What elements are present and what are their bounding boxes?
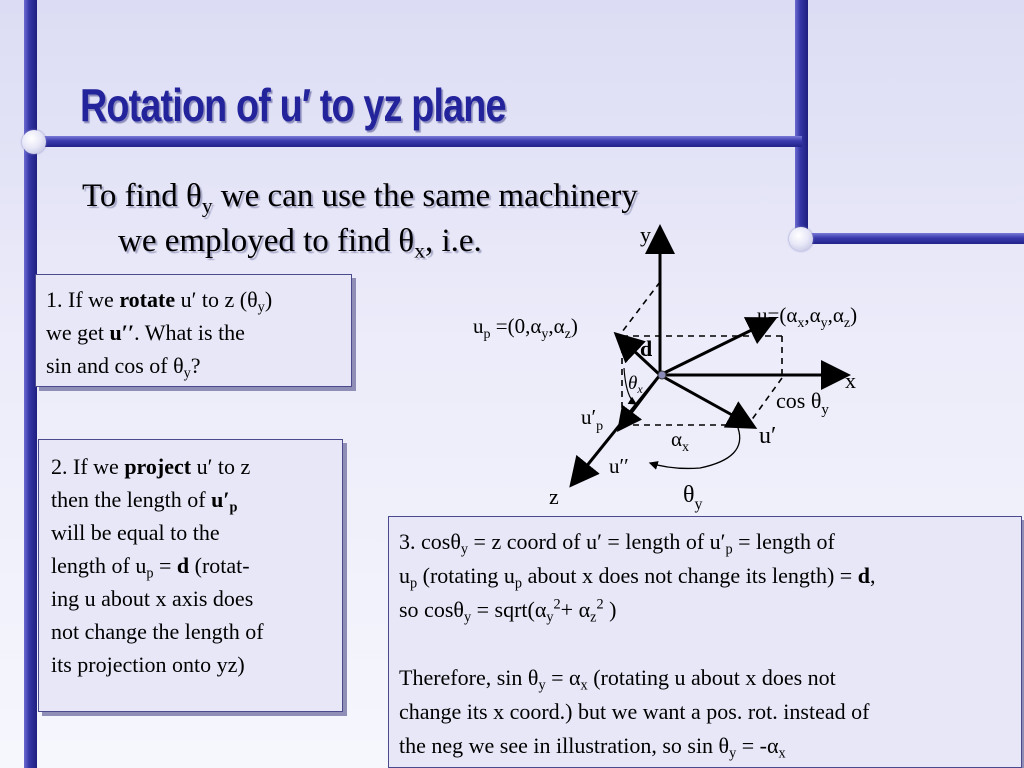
lead-line-2: we employed to find $\theta_x$, i.e. xyxy=(118,223,482,263)
label-d: d xyxy=(640,336,653,361)
label-u-prime: u′ xyxy=(759,423,777,449)
box3-paragraph-2: Therefore, $\sin \theta_y = \alpha_x$ (rotating u about x does not change its x coord.) but we want a pos. rot. instead of the neg we see in illustration, so $\sin \theta_y = -\alpha_x$ xyxy=(399,665,870,762)
label-theta-y: $\theta_y$ xyxy=(683,482,703,513)
vector-u-prime xyxy=(660,375,752,426)
origin-point xyxy=(658,371,666,379)
label-up: $u_p =(0,\alpha_y,\alpha_z)$ xyxy=(473,314,578,342)
frame-right-bar xyxy=(795,0,808,238)
label-theta-x: $\theta_x$ xyxy=(628,373,643,396)
note-box-1: 1. If we rotate u′ to z $(\theta_y)$ we get u′′. What is the sin and cos of $\theta_y$? xyxy=(35,274,352,387)
vector-u xyxy=(660,320,772,375)
label-axis-z: z xyxy=(549,484,559,509)
box3-paragraph-1: 3. cosθ$_y$ = z coord of u′ = length of $u'_p$ = length of $u_p$ (rotating $u_p$ about x does not change its length) = d, so $\cos\theta_y = sqrt(\alpha_y^2+ \alpha_z^2$ ) xyxy=(399,529,876,626)
frame-knob-left xyxy=(22,130,46,154)
theta-y-arc xyxy=(650,428,740,468)
label-u: $u=(\alpha_x,\alpha_y,\alpha_z)$ xyxy=(757,303,858,331)
label-alpha-x: $\alpha_x$ xyxy=(671,427,690,455)
rotation-diagram xyxy=(460,220,920,520)
label-axis-x: x xyxy=(845,368,856,393)
label-cos-theta-y: $\cos \theta_y$ xyxy=(776,388,829,418)
frame-title-underline xyxy=(30,136,802,147)
label-axis-y: y xyxy=(640,222,651,247)
lead-line-1: To find $\theta_y$ we can use the same machinery xyxy=(82,178,638,218)
slide-title: Rotation of u′ to yz plane xyxy=(80,79,506,131)
label-u-double-prime: u′′ xyxy=(609,454,629,478)
label-u-prime-p: $u'_p$ xyxy=(581,405,604,434)
note-box-2: 2. If we project u′ to z then the length of $u'_p$ will be equal to the length of $u_p = d$ (rotat- ing u about x axis does not change the length of its projection onto yz) xyxy=(38,439,343,712)
note-box-3 xyxy=(388,516,1022,768)
